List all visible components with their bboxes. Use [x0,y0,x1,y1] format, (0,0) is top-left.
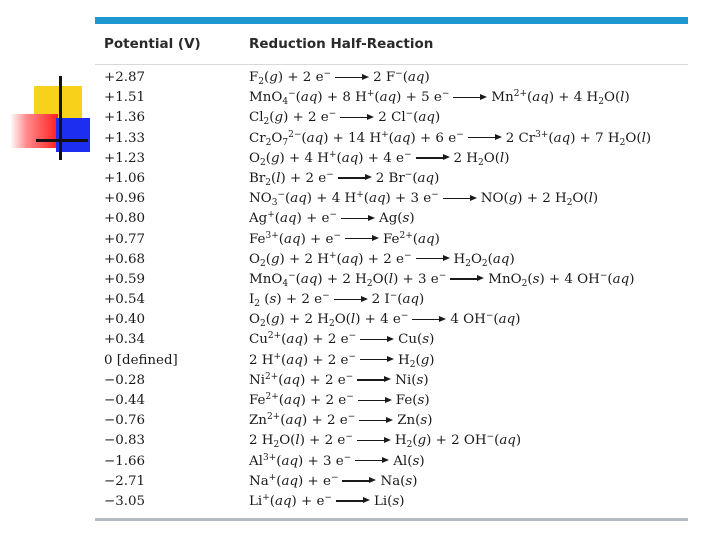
half-reaction [249,351,435,371]
reactants: $Fe^{3+}(aq) + e^-$ [249,230,341,247]
table-row [95,209,688,229]
potential-value: +0.68 [104,251,146,267]
reaction-arrow-icon [342,476,376,486]
reactants: $Cr_2O_7^{2-}(aq) + 14$ H+(aq) + 6 e− [249,129,464,148]
products: 2 I−(aq) [371,291,425,308]
half-reaction [249,431,521,451]
products: MnO$_2$(s) + 4 OH−(aq) [488,270,635,289]
reaction-arrow-icon [443,194,477,204]
products: Cu(s) [398,332,435,348]
reaction-arrow-icon [359,416,393,426]
half-reaction [249,371,429,391]
table-row [95,371,688,391]
reactants: $Cl_2(g) + 2$ e− [249,109,337,128]
half-reaction [249,270,634,290]
potential-value: +0.77 [104,231,146,247]
half-reaction [249,391,430,411]
products: Na(s) [380,473,418,489]
products: NO(g) + 2 $H_2O(l)$ [480,191,599,209]
half-reaction [249,452,425,472]
table-row [95,88,688,108]
reaction-arrow-icon [355,456,389,466]
reactants: Na+(aq) + e− [249,472,339,489]
reactants: $Fe^{2+}(aq) + 2$ e− [249,392,354,408]
half-reaction [249,230,440,250]
reaction-arrow-icon [453,93,487,103]
table-row [95,290,688,310]
table-body [95,68,688,512]
table-row [95,68,688,88]
header-reaction: Reduction Half-Reaction [249,36,434,52]
half-reaction [249,169,439,189]
products: $H_2(g)$ [398,352,435,370]
table-row [95,108,688,128]
potential-value: −0.44 [104,393,146,408]
reaction-arrow-icon [335,73,369,83]
half-reaction [249,330,434,350]
table-header [95,24,688,65]
half-reaction [249,492,404,512]
products: Ni(s) [395,372,429,388]
reactants: $O_2(g) + 2$ $H_2O(l) + 4$ e− [249,311,409,330]
reaction-arrow-icon [412,315,446,325]
reactants: Ag+(aq) + e− [249,210,338,227]
potential-value: +0.59 [104,271,146,287]
table-row [95,129,688,149]
reactants: 2 H+(aq) + 2 e− [249,351,357,368]
table-row [95,189,688,209]
half-reaction [249,108,440,128]
reduction-potential-table [95,17,688,521]
products: Zn(s) [397,413,433,429]
reaction-arrow-icon [360,355,394,365]
reaction-arrow-icon [450,274,484,284]
table-row [95,230,688,250]
reactants: $Al^{3+}(aq) + 3$ e− [249,452,352,469]
products: Ag(s) [379,211,415,227]
table-top-bar [95,17,688,24]
reaction-arrow-icon [334,295,368,305]
potential-value: +1.51 [104,90,146,106]
products: Al(s) [393,453,425,469]
reaction-arrow-icon [416,254,450,264]
reaction-arrow-icon [341,214,375,224]
potential-value: +1.36 [104,110,146,126]
decor-vertical-line [59,76,62,160]
potential-value: +0.40 [104,312,146,328]
table-row [95,431,688,451]
half-reaction [249,149,509,169]
potential-value: +1.23 [104,150,146,166]
reactants: MnO$_4$−(aq) + 8 H+(aq) + 5 e− [249,89,450,108]
table-row [95,452,688,472]
reaction-arrow-icon [357,436,391,446]
reactants: $O_2(g) + 2$ H+(aq) + 2 e− [249,250,412,269]
table-row [95,492,688,512]
products: $Fe^{2+}(aq)$ [383,230,440,247]
reactants: $O_2(g) + 4$ H+(aq) + 4 e− [249,149,412,168]
products: Li(s) [373,493,405,509]
half-reaction [249,290,424,310]
half-reaction [249,472,418,492]
table-row [95,270,688,290]
table-bottom-rule [95,518,688,521]
reactants: $Ni^{2+}(aq) + 2$ e− [249,371,354,388]
reaction-arrow-icon [358,396,392,406]
half-reaction [249,68,430,88]
table-row [95,411,688,431]
products: 2 Cl−(aq) [378,109,441,126]
reactants: Li+(aq) + e− [249,492,332,509]
potential-value: −0.76 [104,413,146,429]
potential-value: −3.05 [104,493,146,509]
reactants: $F_2(g) + 2$ e− [249,69,332,87]
products: 4 OH−(aq) [450,311,521,328]
potential-value: +0.80 [104,211,146,227]
table-row [95,351,688,371]
reactants: 2 $H_2O(l) + 2$ e− [249,432,353,451]
table-row [95,169,688,189]
products: $H_2(g) + 2$ OH−(aq) [394,432,522,451]
reaction-arrow-icon [336,496,370,506]
half-reaction [249,310,520,330]
products: Fe(s) [395,393,430,408]
potential-value: −1.66 [104,453,146,469]
decor-red-square [10,114,58,148]
products: 2 $H_2O(l)$ [453,150,510,168]
table-row [95,149,688,169]
potential-value: +0.34 [104,332,146,348]
products: 2 $Cr^{3+}(aq) + 7$ $H_2O(l)$ [505,129,652,148]
reaction-arrow-icon [345,234,379,244]
half-reaction [249,250,515,270]
products: $Mn^{2+}(aq) + 4$ $H_2O(l)$ [491,89,630,108]
reaction-arrow-icon [338,173,372,183]
reaction-arrow-icon [340,113,374,123]
reaction-arrow-icon [360,335,394,345]
reactants: $Cu^{2+}(aq) + 2$ e− [249,331,357,348]
products: 2 F−(aq) [373,69,430,85]
header-potential: Potential (V) [104,36,201,52]
half-reaction [249,411,433,431]
potential-value: +0.96 [104,191,146,207]
potential-value: +2.87 [104,70,146,85]
half-reaction [249,88,630,108]
potential-value: +1.06 [104,170,146,186]
reactants: $NO_3^-(aq) + 4$ H+(aq) + 3 e− [249,190,439,209]
potential-value: −2.71 [104,473,146,489]
reaction-arrow-icon [416,153,450,163]
decor-horizontal-line [36,139,88,142]
reactants: $Br_2(l) + 2$ e− [249,169,334,188]
reactants: $I_2$ (s) + 2 e− [249,291,330,310]
half-reaction [249,189,598,209]
potential-value: −0.28 [104,372,146,388]
potential-value: +0.54 [104,292,146,308]
products: 2 Br−(aq) [375,169,440,186]
reactants: MnO$_4$−(aq) + 2 $H_2O(l) + 3$ e− [249,270,447,289]
half-reaction [249,129,651,149]
potential-value: −0.83 [104,433,146,449]
half-reaction [249,209,415,229]
products: $H_2O_2(aq)$ [453,251,515,269]
reaction-arrow-icon [468,133,502,143]
table-row [95,472,688,492]
table-row [95,330,688,350]
reaction-arrow-icon [357,375,391,385]
table-row [95,391,688,411]
potential-value: 0 [defined] [104,352,178,368]
table-row [95,250,688,270]
potential-value: +1.33 [104,130,146,146]
reactants: $Zn^{2+}(aq) + 2$ e− [249,412,356,429]
table-row [95,310,688,330]
